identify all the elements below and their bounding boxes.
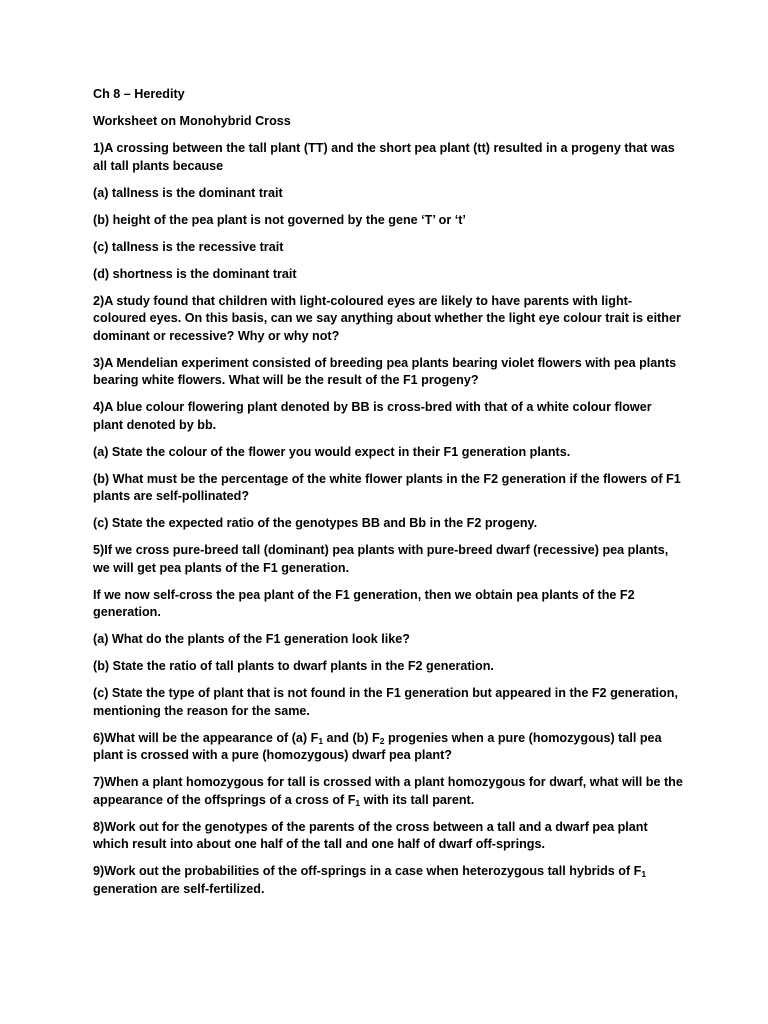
question-4-part-b: (b) What must be the percentage of the white flower plants in the F2 generation if the flowers of F1 plants are self-pollinated? bbox=[93, 471, 681, 503]
question-6-subscript-1: 1 bbox=[318, 735, 324, 746]
question-5-part-c: (c) State the type of plant that is not found in the F1 generation but appeared in the F2 generation, mentioning the reason for the same. bbox=[93, 686, 678, 718]
question-7-subscript-1: 1 bbox=[355, 797, 361, 808]
question-6 bbox=[93, 730, 683, 765]
question-9-text-1: 9)Work out the probabilities of the off-springs in a case when heterozygous tall hybrids of F bbox=[93, 864, 642, 878]
question-5-part-b: (b) State the ratio of tall plants to dwarf plants in the F2 generation. bbox=[93, 659, 494, 673]
question-5: 5)If we cross pure-breed tall (dominant) pea plants with pure-breed dwarf (recessive) pea plants, we will get pea plants of the F1 generation. bbox=[93, 543, 669, 575]
question-7-text-1: 7)When a plant homozygous for tall is crossed with a plant homozygous for dwarf, what will be the appearance of the offsprings of a cross of F bbox=[93, 775, 683, 807]
worksheet-title: Worksheet on Monohybrid Cross bbox=[93, 114, 291, 128]
question-4: 4)A blue colour flowering plant denoted by BB is cross-bred with that of a white colour flower plant denoted by bb. bbox=[93, 400, 652, 432]
question-4-part-c: (c) State the expected ratio of the genotypes BB and Bb in the F2 progeny. bbox=[93, 516, 538, 530]
question-7 bbox=[93, 774, 683, 809]
question-1: 1)A crossing between the tall plant (TT) and the short pea plant (tt) resulted in a progeny that was all tall plants because bbox=[93, 141, 675, 173]
question-6-subscript-2: 2 bbox=[379, 735, 385, 746]
question-6-text-1: 6)What will be the appearance of (a) F bbox=[93, 730, 319, 745]
question-5-part-a: (a) What do the plants of the F1 generation look like? bbox=[93, 632, 410, 646]
question-5-continuation: If we now self-cross the pea plant of the F1 generation, then we obtain pea plants of the F2 generation. bbox=[93, 587, 635, 619]
question-6-text-3: progenies when a pure (homozygous) tall pea plant is crossed with a pure (homozygous) dwarf pea plant? bbox=[93, 730, 662, 762]
question-9 bbox=[93, 863, 683, 898]
chapter-heading: Ch 8 – Heredity bbox=[93, 87, 185, 101]
question-8: 8)Work out for the genotypes of the parents of the cross between a tall and a dwarf pea plant which result into about one half of the tall and one half of dwarf off-springs. bbox=[93, 819, 648, 851]
question-9-subscript-1: 1 bbox=[641, 869, 647, 879]
question-9-text-2: generation are self-fertilized. bbox=[93, 881, 265, 896]
question-6-text-2: and (b) F bbox=[323, 730, 380, 745]
worksheet-page bbox=[93, 86, 683, 908]
question-1-option-b: (b) height of the pea plant is not governed by the gene ‘T’ or ‘t’ bbox=[93, 212, 466, 227]
question-1-option-d: (d) shortness is the dominant trait bbox=[93, 266, 297, 281]
question-1-option-a: (a) tallness is the dominant trait bbox=[93, 185, 283, 200]
question-3: 3)A Mendelian experiment consisted of breeding pea plants bearing violet flowers with pea plants bearing white flowers. What will be the result of the F1 progeny? bbox=[93, 355, 677, 387]
question-1-option-c: (c) tallness is the recessive trait bbox=[93, 239, 284, 254]
question-7-text-2: with its tall parent. bbox=[360, 792, 475, 807]
question-2: 2)A study found that children with light-coloured eyes are likely to have parents with light-coloured eyes. On this basis, can we say anything about whether the light eye colour trait is either dominant or recessive? Why or why not? bbox=[93, 293, 681, 343]
question-4-part-a: (a) State the colour of the flower you would expect in their F1 generation plants. bbox=[93, 444, 571, 459]
